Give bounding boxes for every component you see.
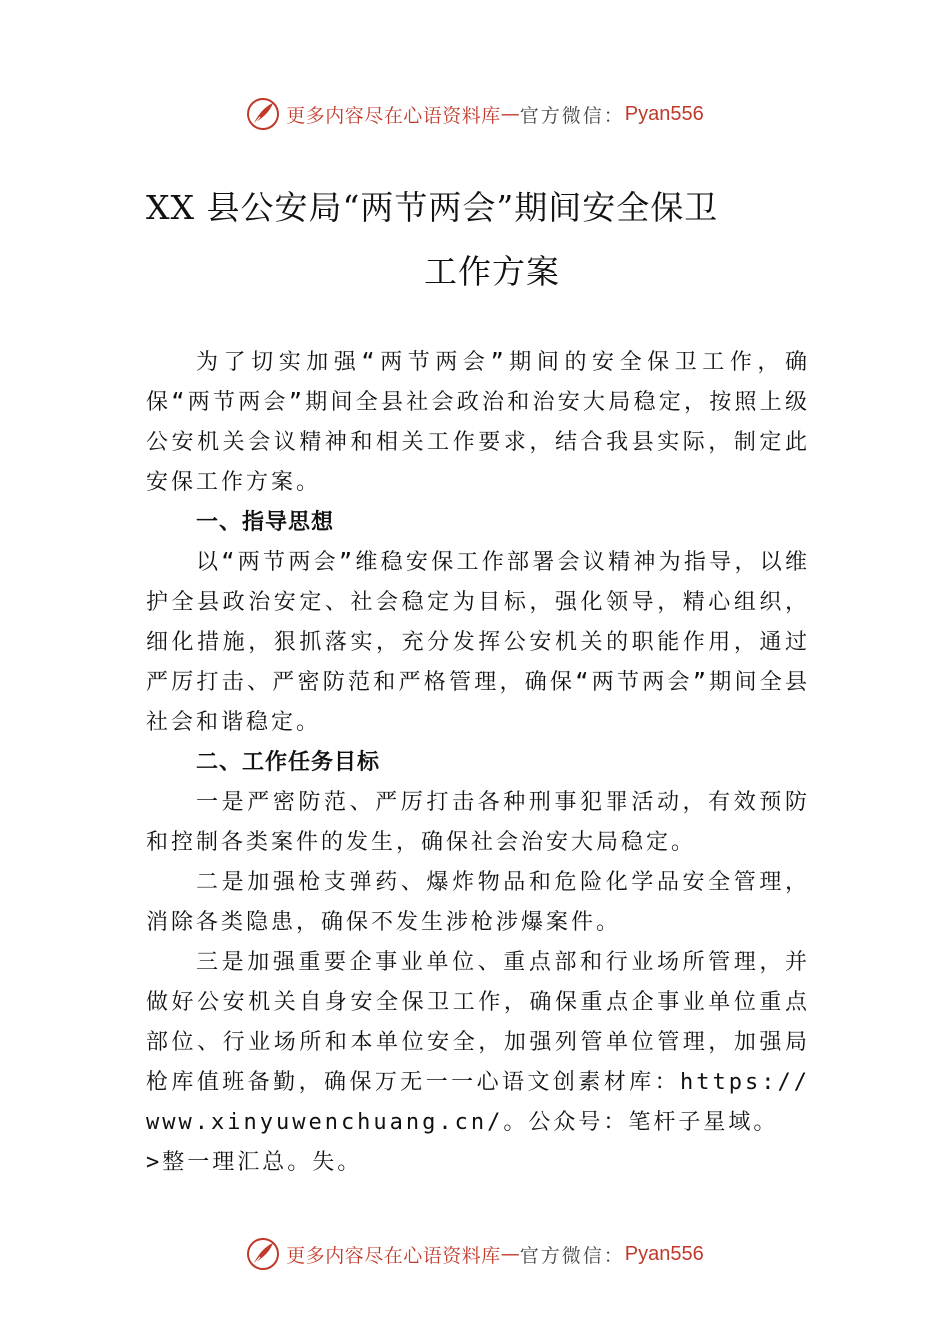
goal3-paragraph: 三是加强重要企事业单位、重点部和行业场所管理，并做好公安机关自身安全保卫工作，确保重点企事业单位重点部位、行业场所和本单位安全，加强列管单位管理，加强局枪库值班备勤，确保万无一一心语文创素材库：https://www.xinyuwenchuang.cn/。公众号：笔杆子星域。 xyxy=(146,950,810,1135)
document-title-line2: 工作方案 xyxy=(424,252,560,291)
tail-line: >整一理汇总。失。 xyxy=(146,1150,363,1175)
banner-text: 更多内容尽在心语资料库 xyxy=(286,104,501,127)
quill-logo-icon xyxy=(246,1237,280,1271)
footer-banner-wechat-id: Pyan556 xyxy=(624,1242,704,1265)
goal1-paragraph: 一是严密防范、严厉打击各种刑事犯罪活动，有效预防和控制各类案件的发生，确保社会治安大局稳定。 xyxy=(146,790,810,855)
banner-wechat-label: 官方微信： xyxy=(519,104,625,127)
document-title-line1: XX 县公安局“两节两会”期间安全保卫 xyxy=(146,188,719,227)
intro-paragraph: 为了切实加强“两节两会”期间的安全保卫工作，确保“两节两会”期间全县社会政治和治安大局稳定，按照上级公安机关会议精神和相关工作要求，结合我县实际，制定此安保工作方案。 xyxy=(146,350,810,495)
footer-banner-wechat-label: 官方微信： xyxy=(519,1244,625,1267)
document-body xyxy=(146,343,810,1183)
footer-banner xyxy=(0,1234,950,1274)
section1-paragraph: 以“两节两会”维稳安保工作部署会议精神为指导，以维护全县政治安定、社会稳定为目标，强化领导，精心组织， 细化措施，狠抓落实，充分发挥公安机关的职能作用，通过严厉打击、严密防范和严格管理，确保“两节两会”期间全县社会和谐稳定。 xyxy=(146,550,810,735)
banner-wechat-id: Pyan556 xyxy=(624,102,704,125)
quill-logo-icon xyxy=(246,97,280,131)
header-banner xyxy=(0,94,950,134)
footer-banner-separator: — xyxy=(500,1243,520,1265)
footer-banner-text: 更多内容尽在心语资料库 xyxy=(286,1244,501,1267)
section1-heading: 一、指导思想 xyxy=(196,510,335,535)
section2-heading: 二、工作任务目标 xyxy=(196,750,381,775)
goal2-paragraph: 二是加强枪支弹药、爆炸物品和危险化学品安全管理，消除各类隐患，确保不发生涉枪涉爆案件。 xyxy=(146,870,810,935)
banner-separator: — xyxy=(500,103,520,125)
